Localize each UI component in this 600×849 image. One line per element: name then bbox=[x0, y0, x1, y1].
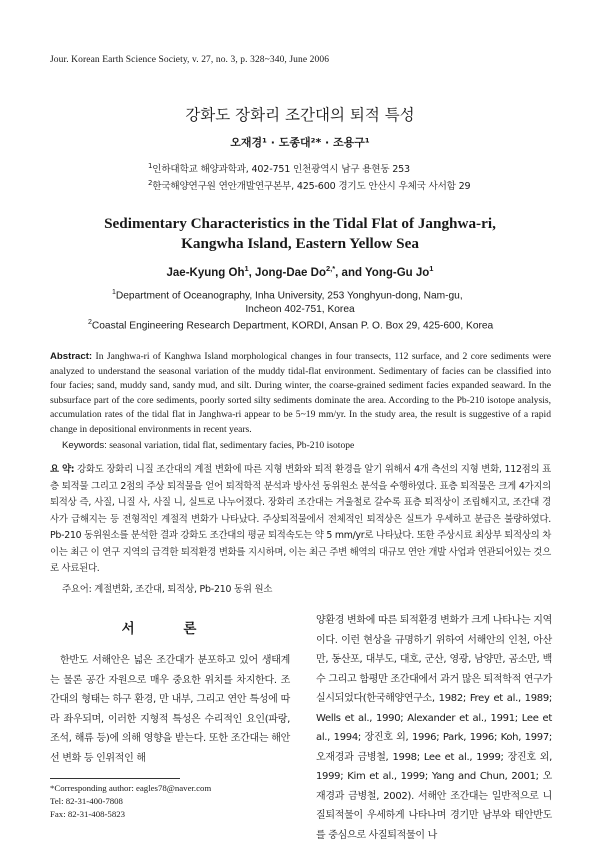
korean-abstract bbox=[50, 462, 551, 578]
abstract bbox=[50, 350, 551, 438]
korean-affiliation-2 bbox=[148, 178, 470, 192]
korean-keywords-label: 주요어: bbox=[62, 584, 92, 595]
english-affiliation-2 bbox=[88, 319, 493, 331]
author-separator: , bbox=[248, 266, 256, 279]
journal-citation: Jour. Korean Earth Science Society, v. 27, no. 3, p. 328~340, June 2006 bbox=[50, 55, 330, 65]
keywords bbox=[62, 440, 354, 451]
affiliation-marker: 2 bbox=[88, 319, 92, 326]
korean-abstract-label: 요 약: bbox=[50, 464, 75, 475]
english-affiliation-1 bbox=[112, 289, 463, 301]
affiliation-marker: 1 bbox=[112, 289, 116, 296]
korean-affiliation-1 bbox=[148, 161, 410, 175]
footnote-fax: Fax: 82-31-408-5823 bbox=[50, 809, 126, 819]
korean-keywords bbox=[62, 581, 272, 595]
affiliation-marker: 1 bbox=[148, 161, 153, 170]
english-affiliation-1-cont: Incheon 402-751, Korea bbox=[245, 304, 355, 315]
footnote-tel: Tel: 82-31-400-7808 bbox=[50, 796, 123, 806]
affiliation-text: Coastal Engineering Research Department, KORDI, Ansan P. O. Box 29, 425-600, Korea bbox=[91, 320, 494, 332]
author-separator: , and bbox=[335, 266, 365, 279]
author-marker: 2,* bbox=[325, 264, 336, 273]
section-heading-introduction: 서 론 bbox=[121, 621, 219, 637]
korean-keywords-text: 계절변화, 조간대, 퇴적상, Pb-210 동위 원소 bbox=[91, 584, 273, 595]
affiliation-text: 한국해양연구원 연안개발연구본부, 425-600 경기도 안산시 우체국 사서함 29 bbox=[152, 181, 471, 192]
english-title-line-1: Sedimentary Characteristics in the Tidal Flat of Janghwa-ri, bbox=[104, 215, 496, 232]
keywords-text: seasonal variation, tidal flat, sedimentary facies, Pb-210 isotope bbox=[106, 440, 355, 451]
affiliation-text: Department of Oceanography, Inha University, 253 Yonghyun-dong, Nam-gu, bbox=[115, 290, 463, 302]
abstract-text: In Janghwa-ri of Kanghwa Island morphological changes in four transects, 112 surface, and 2 core sediments were analyzed to understand the seasonal variation of the muddy tidal-flat environment. Sedimentary of facies can be classified into four facies; sand, muddy sand, sandy mud, and silt. During winter, the coarse-grained sediment facies expanded seaward. In the subsurface part of the core sediments, poorly sorted silty sediments dominate the area. According to the Pb-210 isotope analysis, accumulation rates of the tidal flat in Janghwa-ri appear to be 5~19 mm/yr. In the study area, the result is suggestive of a rapid change in depositional environments in recent years. bbox=[50, 351, 551, 435]
author-name: Jong-Dae Do bbox=[255, 266, 326, 279]
english-authors bbox=[0, 264, 600, 279]
keywords-label: Keywords: bbox=[62, 440, 107, 451]
intro-left-column: 한반도 서해안은 넓은 조간대가 분포하고 있어 생태계는 물론 공간 자원으로 매우 중요한 위치를 차지한다. 조간대의 형태는 하구 환경, 만 내부, 그리고 연안 특성에 따라 좌우되며, 이러한 지형적 특성은 수리적인 요인(파랑, 조석, 해류 등)에 의해 영향을 받는다. 또한 조간대는 해안선 변화 등 인위적인 해 bbox=[50, 655, 290, 764]
author-marker: 1 bbox=[244, 264, 249, 273]
korean-authors: 오재경¹ · 도종대²* · 조용구¹ bbox=[230, 136, 370, 149]
intro-right-column: 양환경 변화에 따른 퇴적환경 변화가 크게 나타나는 지역이다. 이런 현상을 규명하기 위하여 서해안의 인천, 아산만, 동산포, 대부도, 대호, 군산, 영광, 남양만, 곰소만, 백수 그리고 함평만 조간대에서 과거 많은 퇴적학적 연구가 실시되었다(한국해양연구소, 1982; Frey et al., 1989; Wells et al., 1990; Alexander et al., 1991; Lee et al., 1994; 장진호 외, 1996; Park, 1996; Koh, 1997; 오재경과 금병철, 1998; Lee et al., 1999; 장진호 외, 1999; Kim et al., 1999; Yang and Chun, 2001; 오재경과 금병철, 2002). 서해안 조간대는 일반적으로 니질퇴적물이 우세하게 나타나며 경기만 남부와 태안반도를 중심으로 사질퇴적물이 나 bbox=[316, 615, 552, 841]
abstract-label: Abstract: bbox=[50, 351, 93, 362]
affiliation-marker: 2 bbox=[148, 178, 153, 187]
author-name: Jae-Kyung Oh bbox=[166, 266, 245, 279]
footnote-divider bbox=[50, 778, 180, 779]
footnote-corresponding-author: *Corresponding author: eagles78@naver.com bbox=[50, 783, 212, 793]
affiliation-text: 인하대학교 해양과학과, 402-751 인천광역시 남구 용현동 253 bbox=[152, 164, 410, 175]
korean-abstract-text: 강화도 장화리 니질 조간대의 계절 변화에 따른 지형 변화와 퇴적 환경을 알기 위해서 4개 측선의 지형 변화, 112점의 표층 퇴적물 그리고 2점의 주상 퇴적물을 얻어 퇴적학적 분석과 방사선 동위원소 분석을 수행하였다. 표층 퇴적물은 크게 4가지의 퇴적상 즉, 사질, 니질 사, 사질 니, 실트로 나누어졌다. 장화리 조간대는 겨울철로 갈수록 표층 퇴적상이 조립해지고, 조간대 경사가 급해지는 등 전형적인 계절적 변화가 나타났다. 주상퇴적물에서 전체적인 퇴적상은 실트가 우세하고 분급은 불량하였다. Pb-210 동위원소를 분석한 결과 강화도 조간대의 평균 퇴적속도는 약 5 mm/yr로 나타났다. 또한 주상시료 최상부 퇴적상의 차이는 최근 이 연구 지역의 급격한 퇴적환경 변화를 지시하며, 이는 최근 주변 해역의 대규모 연안 개발 사업과 연관되어있는 것으로 사료된다. bbox=[50, 464, 551, 574]
korean-title: 강화도 장화리 조간대의 퇴적 특성 bbox=[185, 106, 415, 124]
english-title-line-2: Kangwha Island, Eastern Yellow Sea bbox=[181, 235, 419, 252]
author-name: Yong-Gu Jo bbox=[364, 266, 430, 279]
author-marker: 1 bbox=[429, 264, 434, 273]
